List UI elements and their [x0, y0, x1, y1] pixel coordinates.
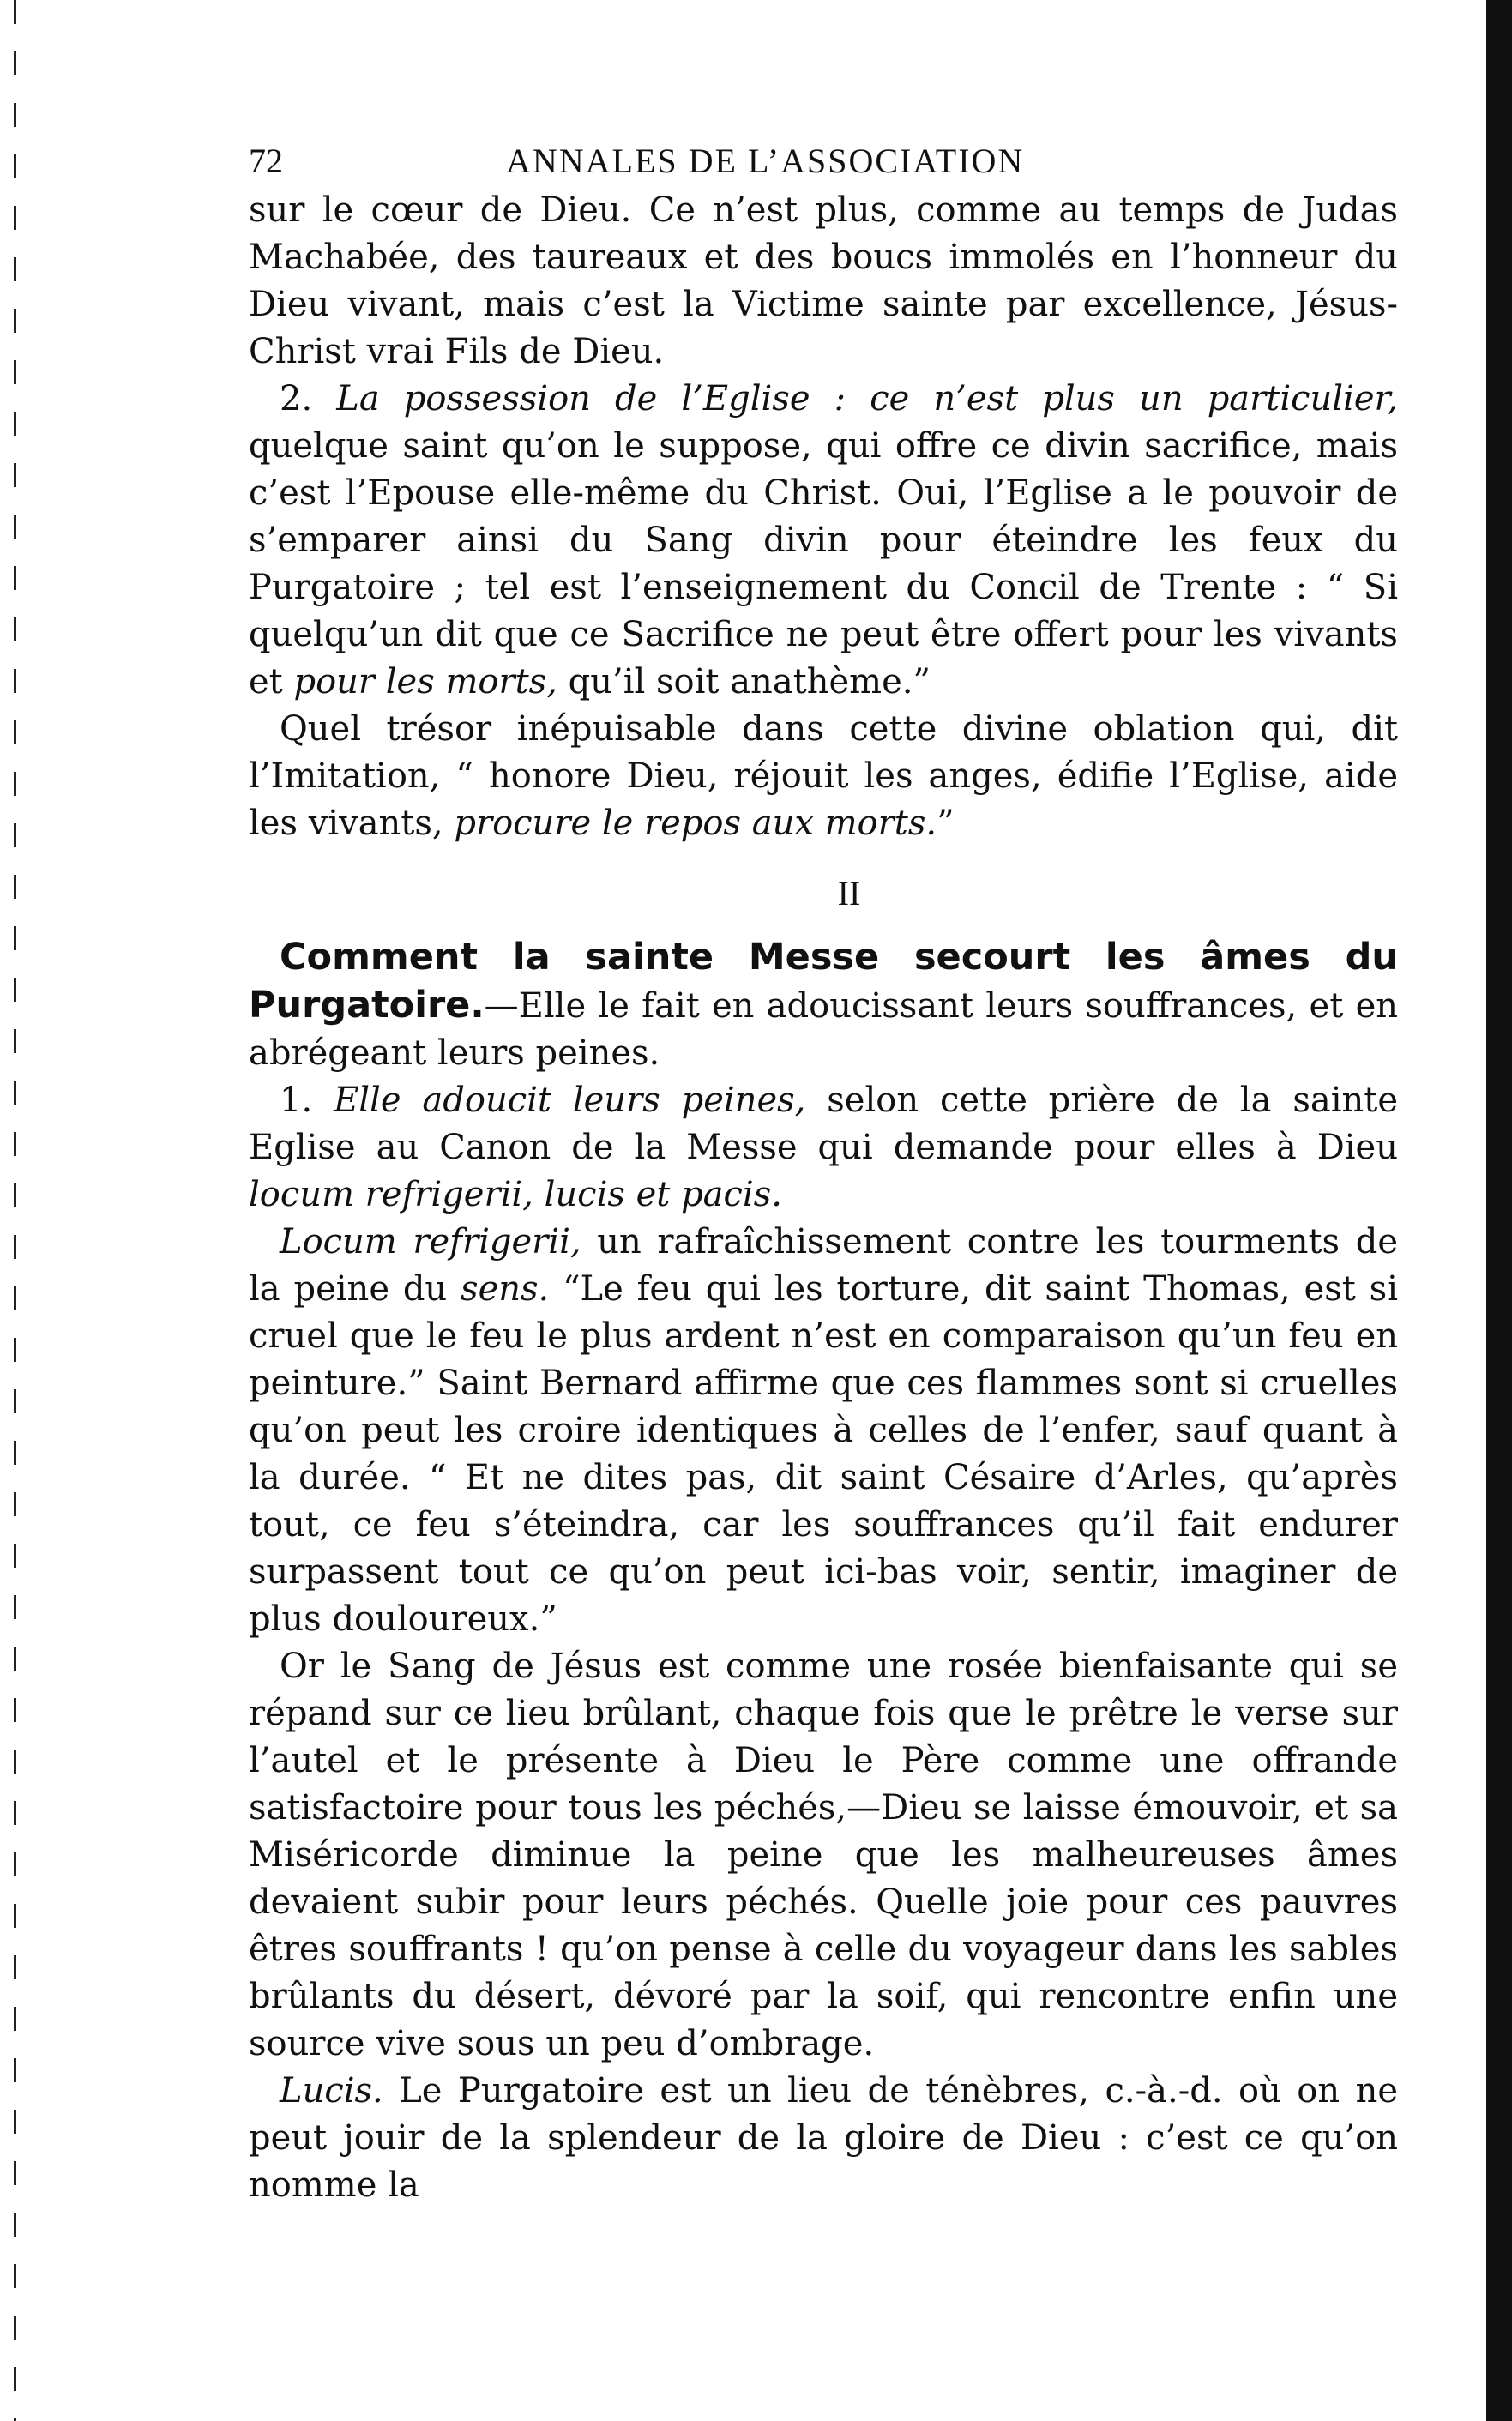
- italic-phrase: Locum refrigerii,: [280, 1222, 581, 1262]
- paragraph-6: [249, 1219, 1398, 1643]
- paragraph-1: sur le cœur de Dieu. Ce n’est plus, comme au temps de Judas Machabée, des taureaux et des boucs immolés en l’honneur du Dieu vivant, mais c’est la Victime sainte par excellence, Jésus-Christ vrai Fils de Dieu.: [249, 190, 1398, 371]
- paragraph-text: Quel trésor inépuisable dans cette divine oblation qui, dit l’Imitation, “ honore Dieu, réjouit les anges, édifie l’Eglise, aide les vivants,: [249, 709, 1398, 843]
- book-page: [249, 137, 1398, 2209]
- italic-phrase: locum refrigerii, lucis et pacis.: [249, 1175, 782, 1214]
- paragraph-7: Or le Sang de Jésus est comme une rosée bienfaisante qui se répand sur ce lieu brûlant, chaque fois que le prêtre le verse sur l’autel et le présente à Dieu le Père comme une offrande satisfactoire pour tous les péchés,—Dieu se laisse émouvoir, et sa Miséricorde diminue la peine que les malheureuses âmes devaient subir pour leurs péchés. Quelle joie pour ces pauvres êtres souffrants ! qu’on pense à celle du voyageur dans les sables brûlants du désert, dévoré par la soif, qui rencontre enfin une source vive sous un peu d’ombrage.: [249, 1647, 1398, 2063]
- paragraph-8: [249, 2068, 1398, 2209]
- italic-phrase: procure le repos aux morts.: [454, 804, 937, 843]
- paragraph-4: [249, 934, 1398, 1077]
- italic-phrase: sens.: [461, 1269, 550, 1309]
- scan-left-edge: [14, 0, 16, 2421]
- italic-phrase: Lucis.: [280, 2071, 383, 2111]
- paragraph-text: qu’il soit anathème.”: [557, 662, 931, 702]
- paragraph-5: [249, 1077, 1398, 1219]
- section-heading: Comment la sainte Messe secourt les âmes du Purgatoire.: [249, 936, 1398, 1027]
- page-header: [249, 137, 1398, 182]
- paragraph-text: Le Purgatoire est un lieu de ténèbres, c.-à.-d. où on ne peut jouir de la splendeur de la gloire de Dieu : c’est ce qu’on nomme la: [249, 2071, 1398, 2205]
- paragraph-text: —Elle le fait en adoucissant leurs souffrances, et en abrégeant leurs peines.: [249, 986, 1398, 1073]
- italic-phrase: Elle adoucit leurs peines,: [334, 1081, 806, 1120]
- paragraph-text: selon cette prière de la sainte Eglise au Canon de la Messe qui demande pour elles à Dieu: [249, 1081, 1398, 1167]
- scan-right-edge: [1486, 0, 1512, 2421]
- list-number: 1.: [280, 1081, 334, 1120]
- paragraph-text: “Le feu qui les torture, dit saint Thomas, est si cruel que le feu le plus ardent n’est en comparaison qu’un feu en peinture.” Saint Bernard affirme que ces flammes sont si cruelles qu’on peut les croire identiques à celles de l’enfer, sauf quant à la durée. “ Et ne dites pas, dit saint Césaire d’Arles, qu’après tout, ce feu s’éteindra, car les souffrances qu’il fait endurer surpassent tout ce qu’on peut ici-bas voir, sentir, imaginer de plus douloureux.”: [249, 1269, 1398, 1639]
- paragraph-3: [249, 706, 1398, 847]
- paragraph-text: ”: [937, 804, 955, 843]
- page-number: 72: [249, 142, 283, 180]
- italic-phrase: pour les morts,: [293, 662, 557, 702]
- running-title: ANNALES DE L’ASSOCIATION: [506, 142, 1025, 180]
- paragraph-text: un rafraîchissement contre les tourments de la peine du: [249, 1222, 1398, 1309]
- section-numeral: II: [837, 874, 861, 912]
- paragraph-text: quelque saint qu’on le suppose, qui offre ce divin sacrifice, mais c’est l’Epouse elle-même du Christ. Oui, l’Eglise a le pouvoir de s’emparer ainsi du Sang divin pour éteindre les feux du Purgatoire ; tel est l’enseignement du Concil de Trente : “ Si quelqu’un dit que ce Sacrifice ne peut être offert pour les vivants et: [249, 426, 1398, 702]
- italic-phrase: La possession de l’Eglise : ce n’est plus un particulier,: [336, 379, 1398, 419]
- list-number: 2.: [280, 379, 337, 419]
- paragraph-2: [249, 376, 1398, 706]
